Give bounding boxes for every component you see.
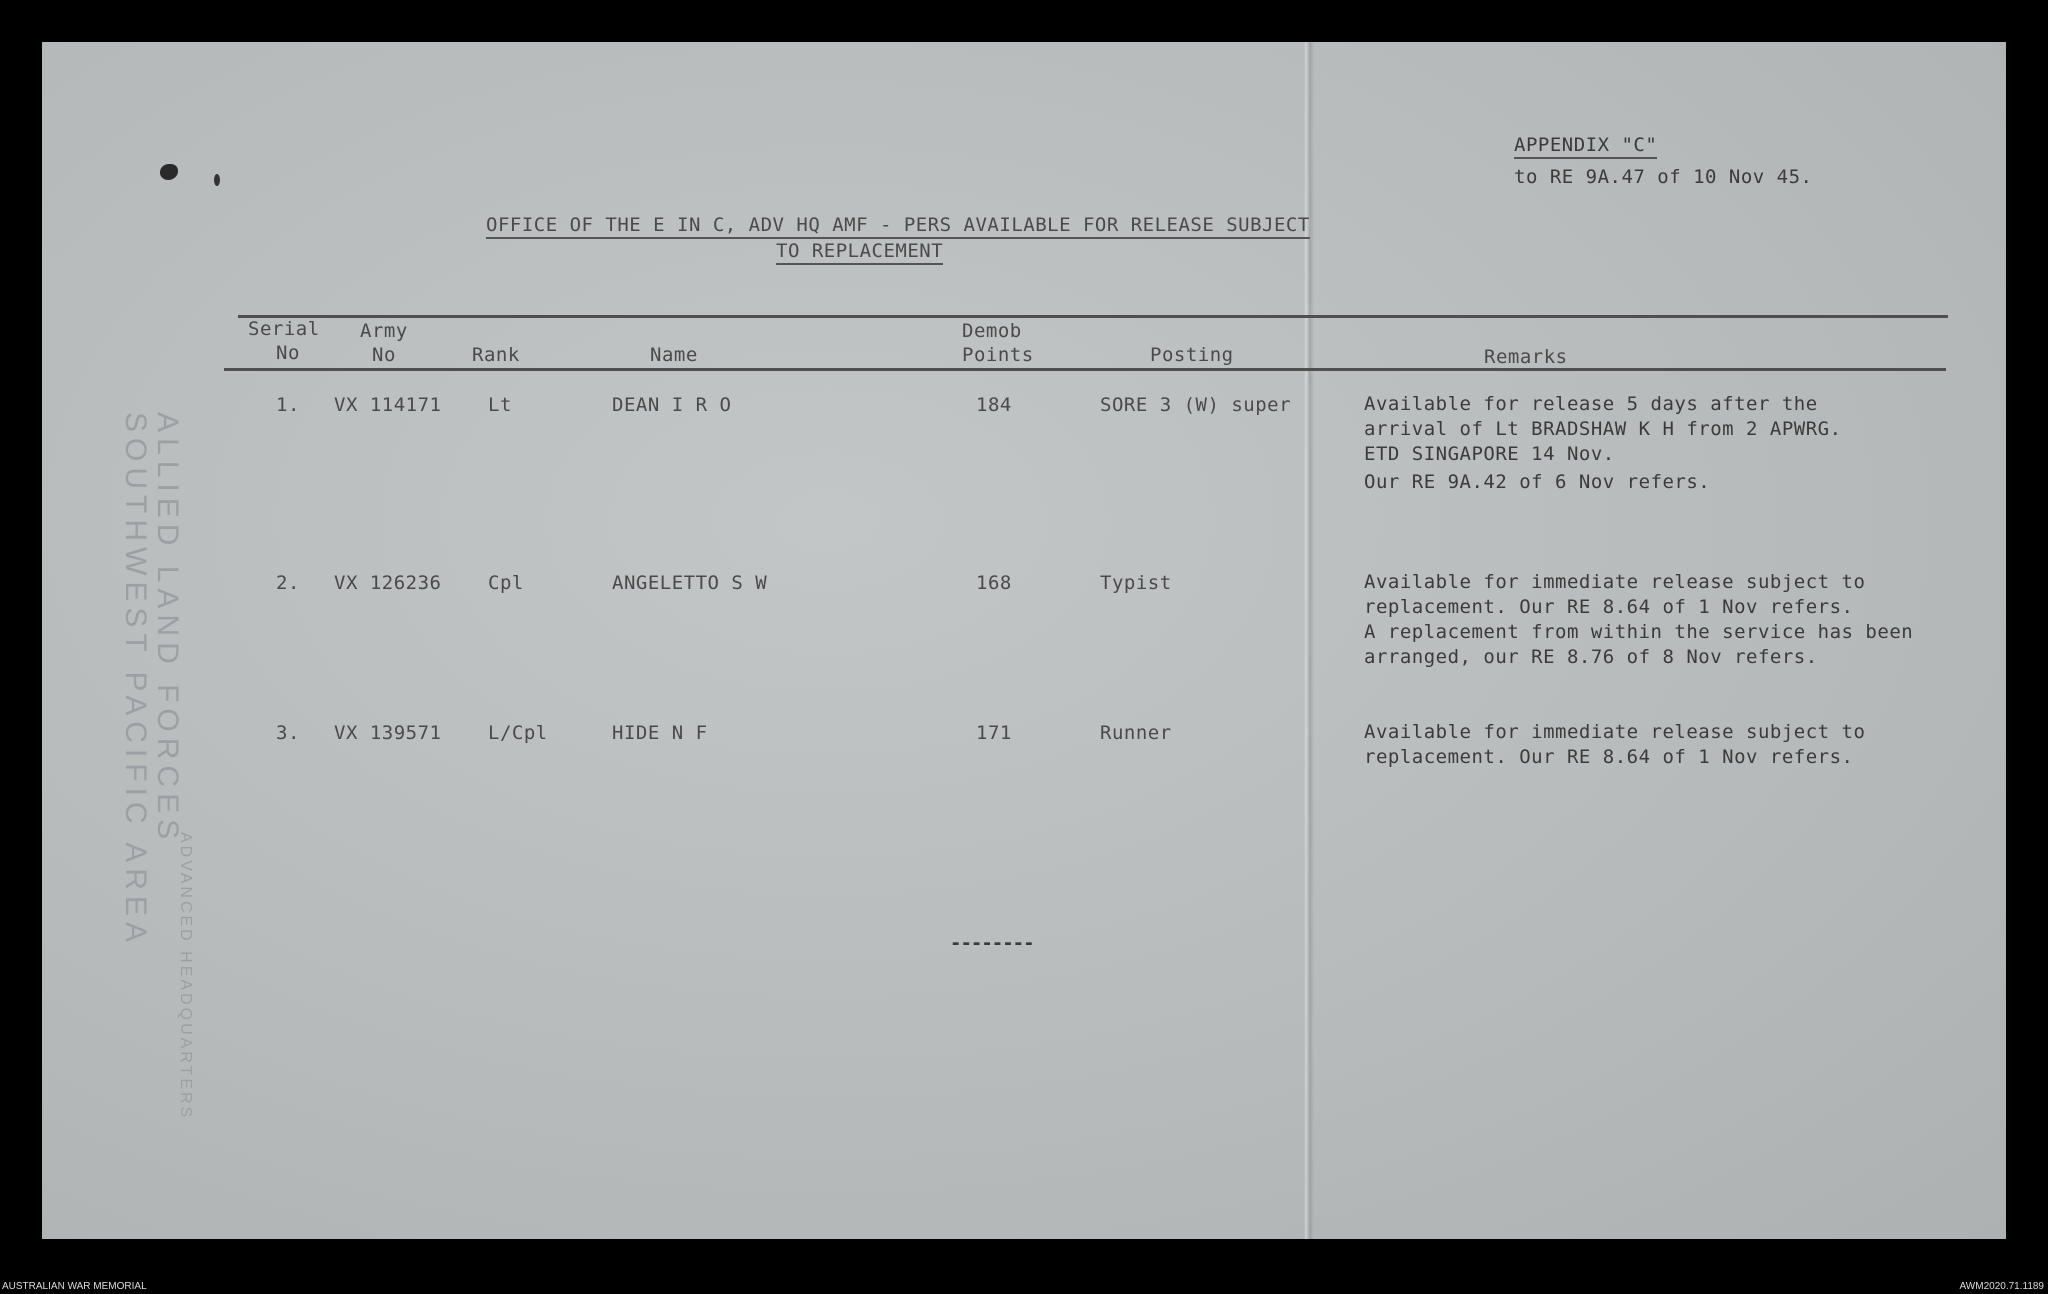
header-serial-no: No [276,342,300,364]
table-header-rule [224,368,1946,371]
cell-remarks-line: ETD SINGAPORE 14 Nov. [1364,443,1615,465]
cell-rank: Cpl [488,572,524,594]
cell-serial: 3. [276,722,300,744]
cell-posting: Runner [1100,722,1172,744]
cell-rank: Lt [488,394,512,416]
header-remarks: Remarks [1484,346,1568,368]
cell-army-no: VX 139571 [334,722,442,744]
stamp-line-1: ALLIED LAND FORCES [151,412,184,846]
document-page [42,42,2006,1239]
cell-army-no: VX 126236 [334,572,442,594]
header-rank: Rank [472,344,520,366]
footer-right-id: AWM2020.71.1189 [1959,1281,2044,1292]
cell-posting: SORE 3 (W) super [1100,394,1292,416]
cell-name: HIDE N F [612,722,708,744]
header-army: Army [360,320,408,342]
header-army-no: No [372,344,396,366]
cell-serial: 1. [276,394,300,416]
punch-hole-mark [160,164,178,180]
appendix-reference: to RE 9A.47 of 10 Nov 45. [1514,166,1813,188]
document-heading-line-1: OFFICE OF THE E IN C, ADV HQ AMF - PERS AVAILABLE FOR RELEASE SUBJECT [486,214,1310,239]
header-name: Name [650,344,698,366]
punch-hole-mark [214,174,220,186]
cell-serial: 2. [276,572,300,594]
cell-points: 171 [976,722,1012,744]
cell-remarks-line: Available for immediate release subject to [1364,721,1866,743]
cell-remarks-line: Our RE 9A.42 of 6 Nov refers. [1364,471,1711,493]
header-serial: Serial [248,318,320,340]
header-demob-points: Points [962,344,1034,366]
cell-points: 168 [976,572,1012,594]
cell-points: 184 [976,394,1012,416]
cell-army-no: VX 114171 [334,394,442,416]
footer-left-credit: AUSTRALIAN WAR MEMORIAL [2,1281,147,1292]
appendix-label: APPENDIX "C" [1514,134,1657,159]
header-posting: Posting [1150,344,1234,366]
header-demob: Demob [962,320,1022,342]
cell-posting: Typist [1100,572,1172,594]
cell-remarks-line: replacement. Our RE 8.64 of 1 Nov refers. [1364,746,1854,768]
cell-name: ANGELETTO S W [612,572,768,594]
cell-remarks-line: arranged, our RE 8.76 of 8 Nov refers. [1364,646,1818,668]
cell-remarks-line: A replacement from within the service has been [1364,621,1914,643]
cell-rank: L/Cpl [488,722,548,744]
cell-remarks-line: Available for release 5 days after the [1364,393,1818,415]
end-of-document-mark: -------- [950,932,1034,954]
stamp-line-2: SOUTHWEST PACIFIC AREA [119,412,152,948]
cell-name: DEAN I R O [612,394,732,416]
stamp-line-3: ADVANCED HEADQUARTERS [177,832,194,1121]
cell-remarks-line: Available for immediate release subject to [1364,571,1866,593]
table-top-rule [238,315,1948,318]
cell-remarks-line: replacement. Our RE 8.64 of 1 Nov refers. [1364,596,1854,618]
document-heading-line-2: TO REPLACEMENT [776,240,943,265]
cell-remarks-line: arrival of Lt BRADSHAW K H from 2 APWRG. [1364,418,1842,440]
